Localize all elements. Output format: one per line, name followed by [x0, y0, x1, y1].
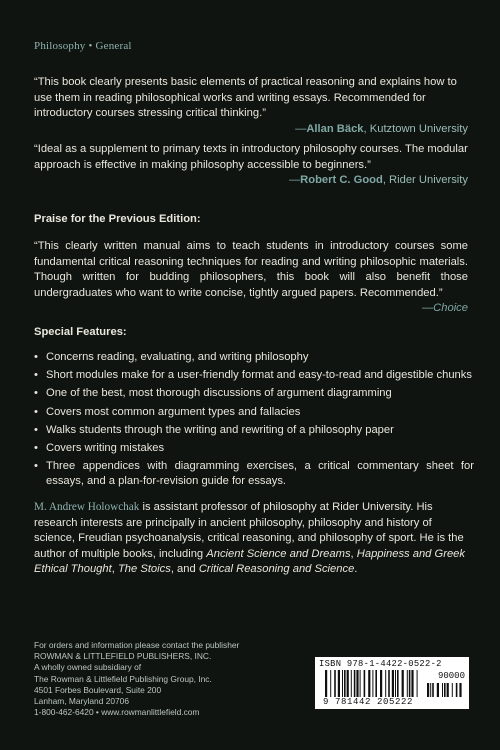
quote-text: “This book clearly presents basic elements of practical reasoning and explains how to use them in reading philosophical works and writing essays. Recommended for introductory courses stressing critical thinking.”	[34, 76, 457, 120]
publisher-line: The Rowman & Littlefield Publishing Group, Inc.	[34, 673, 212, 684]
barcode-bar	[392, 670, 394, 697]
barcode-bar	[364, 670, 366, 697]
reviewer-affiliation: , Rider University	[382, 174, 468, 187]
barcode-bar	[344, 670, 346, 697]
publisher-line: 4501 Forbes Boulevard, Suite 200	[34, 684, 162, 695]
book-title: Critical Reasoning and Science	[198, 563, 355, 576]
barcode-bar	[452, 683, 453, 697]
author-bio: M. Andrew Holowchak is assistant professor of philosophy at Rider University. His research interests are principally in ancient philosophy, philosophy and history of science, Freudian psychoanalysis, critical reasoning, and philosophy of sport. He is the author of multiple books, including Ancient Science and Dreams, Happiness and Greek Ethical Thought, The Stoics, and Critical Reasoning and Science.	[34, 501, 465, 576]
list-item: • Covers writing mistakes	[34, 441, 474, 456]
barcode-bar	[325, 670, 327, 697]
list-item: • Concerns reading, evaluating, and writing philosophy	[34, 350, 474, 365]
quote-attribution	[34, 173, 468, 189]
barcode-bar	[402, 670, 404, 697]
barcode-bar	[385, 670, 386, 697]
praise-text: “This clearly written manual aims to teach students in introductory courses some fundamental critical reasoning techniques for reading and writing philosophic materials. Though written for budding philosophers, this book will also benefit those undergraduates who want to write concise, tightly argued papers. Recommended.”	[34, 240, 468, 299]
publisher-line: 1-800-462-6420 • www.rowmanlittlefield.com	[34, 707, 200, 718]
list-item: • One of the best, most thorough discussions of argument diagramming	[34, 386, 474, 401]
barcode-bar	[368, 670, 370, 697]
barcode-bar	[354, 670, 356, 697]
barcode-bar	[411, 670, 413, 697]
quote-text: “Ideal as a supplement to primary texts in introductory philosophy courses. The modular approach is effective in making philosophy accessible to beginners.”	[34, 143, 468, 171]
praise-heading: Praise for the Previous Edition:	[34, 213, 201, 225]
list-item: • Short modules make for a user-friendly format and easy-to-read and digestible chunks	[34, 368, 474, 383]
barcode-bar	[351, 670, 352, 697]
quote-attribution	[34, 122, 468, 138]
attribution-dash: —	[288, 174, 301, 187]
barcode-bar	[395, 670, 396, 697]
publisher-info	[34, 640, 294, 718]
features-list	[34, 350, 474, 493]
barcode-bar	[334, 670, 336, 697]
barcode-bar	[456, 683, 458, 697]
price-code: 90000	[437, 671, 465, 681]
attribution-dash: —	[295, 122, 307, 135]
barcode	[315, 657, 469, 709]
barcode-bar	[380, 670, 382, 697]
list-item: • Covers most common argument types and fallacies	[34, 405, 474, 420]
barcode-bar	[437, 683, 439, 697]
publisher-line: A wholly owned subsidiary of	[34, 662, 142, 673]
barcode-bar	[360, 670, 361, 697]
barcode-bar	[372, 670, 373, 697]
barcode-bar	[342, 670, 343, 697]
features-heading: Special Features:	[34, 326, 127, 338]
barcode-bar	[459, 683, 461, 697]
barcode-bar	[407, 670, 408, 697]
publisher-line: Lanham, Maryland 20706	[34, 696, 129, 707]
publisher-line: ROWMAN & LITTLEFIELD PUBLISHERS, INC.	[34, 651, 212, 662]
praise-quote	[34, 239, 468, 317]
reviewer-name: Robert C. Good	[300, 174, 383, 187]
list-item: • Walks students through the writing and rewriting of a philosophy paper	[34, 423, 474, 438]
bullet: •	[34, 423, 38, 436]
barcode-bar	[347, 670, 349, 697]
book-title: Happiness and Greek Ethical Thought	[34, 547, 465, 576]
bullet: •	[34, 442, 38, 455]
barcode-bar	[397, 670, 399, 697]
barcode-bar	[356, 670, 358, 697]
review-quote-2	[34, 142, 468, 189]
barcode-bar	[409, 670, 411, 697]
barcode-bar	[447, 683, 449, 697]
bullet: •	[34, 460, 38, 473]
bullet: •	[34, 405, 38, 418]
review-quote-1	[34, 75, 468, 137]
barcode-bar	[432, 683, 434, 697]
bullet: •	[34, 387, 38, 400]
barcode-bar	[338, 670, 340, 697]
praise-source: —Choice	[421, 302, 468, 315]
barcode-bar	[427, 683, 429, 697]
book-title: The Stoics	[117, 563, 171, 576]
barcode-bar	[375, 670, 377, 697]
list-item: • Three appendices with diagramming exercises, a critical commentary sheet for essays, and a plan-for-revision guide for essays.	[34, 460, 474, 488]
reviewer-name: Allan Bäck	[306, 122, 364, 135]
barcode-bar	[330, 670, 331, 697]
isbn-label: ISBN 978-1-4422-0522-2	[319, 659, 442, 669]
barcode-bar	[442, 683, 443, 697]
bullet: •	[34, 369, 38, 382]
category-label: Philosophy • General	[34, 40, 132, 52]
reviewer-affiliation: , Kutztown University	[363, 122, 468, 135]
barcode-bar	[417, 670, 418, 697]
barcode-digits: 9 781442 205222	[323, 697, 414, 707]
barcode-bar	[444, 683, 446, 697]
barcode-bar	[388, 670, 390, 697]
author-name: M. Andrew Holowchak	[34, 501, 140, 513]
book-title: Ancient Science and Dreams	[206, 547, 351, 560]
publisher-line: For orders and information please contact the publisher	[34, 640, 240, 650]
barcode-bar	[430, 683, 431, 697]
bullet: •	[34, 351, 38, 363]
